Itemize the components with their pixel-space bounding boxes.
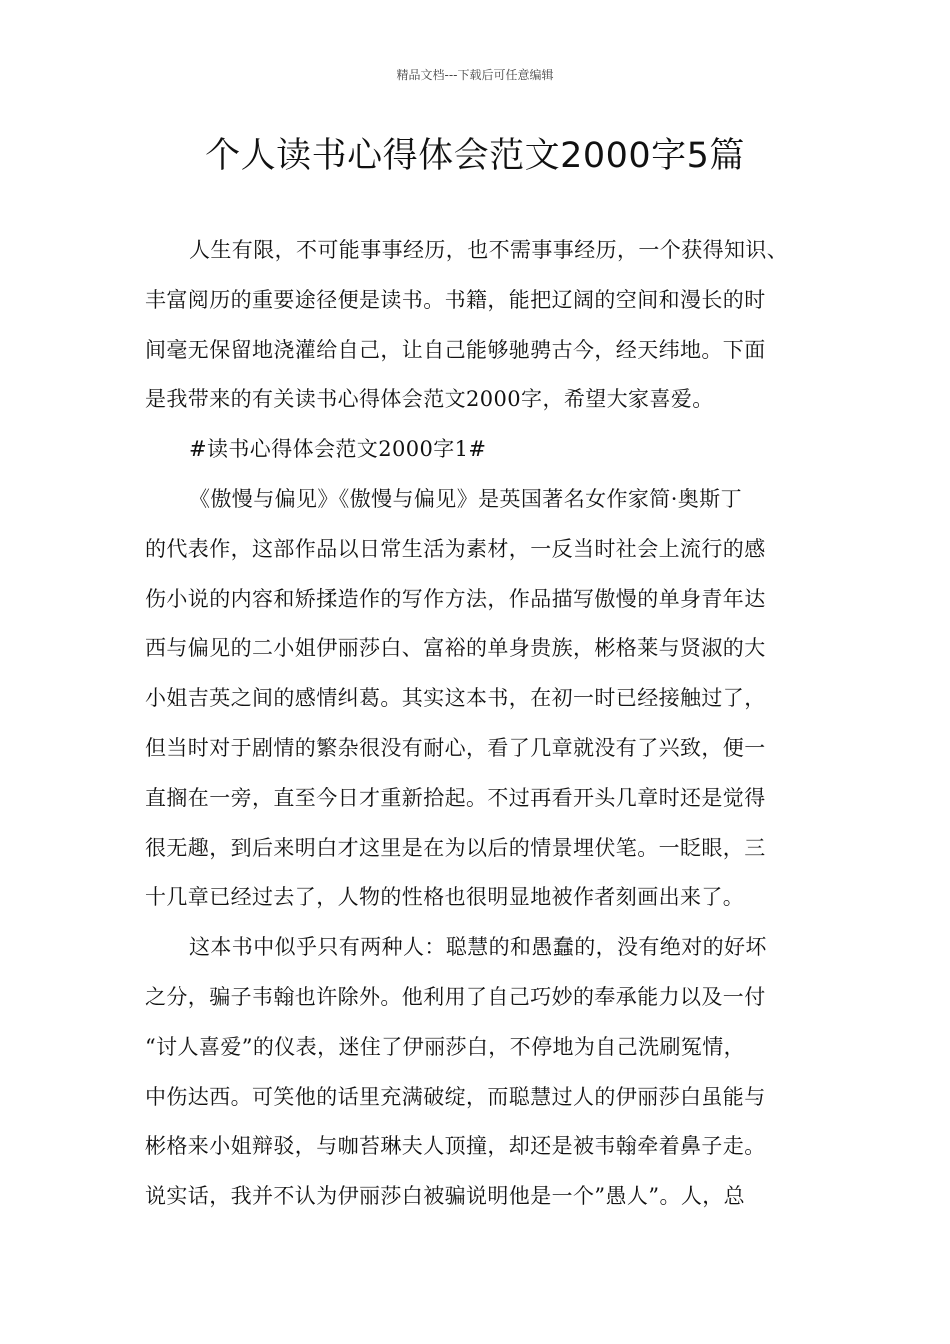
text-line: 小姐吉英之间的感情纠葛。其实这本书，在初一时已经接触过了， — [145, 686, 766, 711]
text-line: 中伤达西。可笑他的话里充满破绽，而聪慧过人的伊丽莎白虽能与 — [145, 1084, 766, 1109]
header-note: 精品文档---下载后可任意编辑 — [396, 68, 554, 82]
body-text — [145, 226, 810, 1222]
text-line: “讨人喜爱”的仪表，迷住了伊丽莎白，不停地为自己洗刷冤情， — [145, 1034, 746, 1059]
text-line: 很无趣，到后来明白才这里是在为以后的情景埋伏笔。一眨眼，三 — [145, 835, 766, 860]
text-line: 彬格来小姐辩驳，与咖苔琳夫人顶撞，却还是被韦翰牵着鼻子走。 — [145, 1134, 766, 1159]
text-line: #读书心得体会范文2000字1# — [189, 437, 487, 462]
text-line: 说实话，我并不认为伊丽莎白被骗说明他是一个”愚人”。人，总 — [145, 1184, 746, 1209]
text-line: 间毫无保留地浇灌给自己，让自己能够驰骋古今，经天纬地。下面 — [145, 337, 766, 362]
text-line: 这本书中似乎只有两种人：聪慧的和愚蠢的，没有绝对的好坏 — [189, 935, 767, 960]
text-line: 之分，骗子韦翰也许除外。他利用了自己巧妙的奉承能力以及一付 — [145, 984, 766, 1009]
text-line: 《傲慢与偏见》《傲慢与偏见》是英国著名女作家简·奥斯丁 — [189, 486, 742, 511]
text-line: 是我带来的有关读书心得体会范文2000字，希望大家喜爱。 — [145, 387, 714, 412]
text-line: 但当时对于剧情的繁杂很没有耐心，看了几章就没有了兴致，便一 — [145, 735, 766, 760]
text-line: 西与偏见的二小姐伊丽莎白、富裕的单身贵族，彬格莱与贤淑的大 — [145, 636, 766, 661]
text-line: 丰富阅历的重要途径便是读书。书籍，能把辽阔的空间和漫长的时 — [145, 287, 766, 312]
text-line: 十几章已经过去了，人物的性格也很明显地被作者刻画出来了。 — [145, 885, 745, 910]
text-line: 伤小说的内容和矫揉造作的写作方法，作品描写傲慢的单身青年达 — [145, 586, 766, 611]
document-title: 个人读书心得体会范文2000字5篇 — [205, 136, 745, 176]
text-line: 直搁在一旁，直至今日才重新拾起。不过再看开头几章时还是觉得 — [145, 785, 766, 810]
text-line: 的代表作，这部作品以日常生活为素材，一反当时社会上流行的感 — [145, 536, 766, 561]
text-line: 人生有限，不可能事事经历，也不需事事经历，一个获得知识、 — [189, 238, 789, 262]
